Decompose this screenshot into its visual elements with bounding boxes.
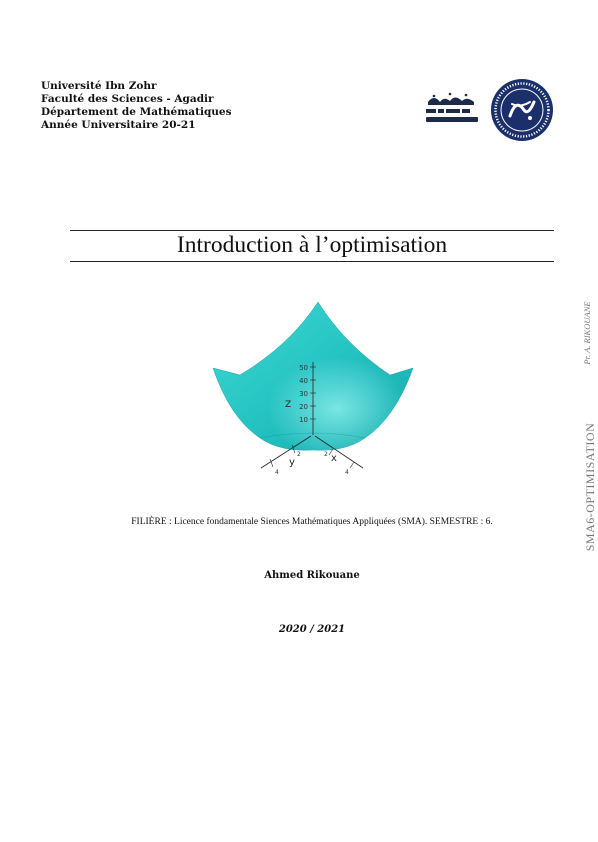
z-tick-label: 10	[299, 416, 308, 424]
z-tick-label: 40	[299, 377, 308, 385]
academic-year-range: 2020 / 2021	[278, 624, 346, 635]
program-info: FILIÈRE : Licence fondamentale Siences Mathématiques Appliquées (SMA). SEMESTRE : 6.	[131, 517, 493, 527]
x-axis-label: x	[331, 453, 337, 464]
faculty-of-sciences-logo	[420, 88, 484, 128]
author-name: Ahmed Rikouane	[264, 570, 360, 581]
department-name: Département de Mathématiques	[41, 106, 232, 118]
z-tick-label: 30	[299, 390, 308, 398]
z-axis-label: Z	[285, 400, 292, 410]
y-tick-label: 2	[297, 451, 301, 458]
z-tick-label: 50	[299, 364, 308, 372]
x-tick-label: 4	[345, 469, 349, 476]
x-tick-label: 2	[324, 451, 328, 458]
academic-year: Année Universitaire 20-21	[41, 119, 196, 131]
side-professor-name: Pr. A. RIKOUANE	[582, 301, 592, 365]
paraboloid-surface-figure	[205, 300, 425, 475]
university-name: Université Ibn Zohr	[41, 80, 157, 92]
side-course-code: SMA6-OPTIMISATION	[583, 422, 597, 552]
page-title: Introduction à l’optimisation	[176, 232, 448, 258]
title-top-rule	[70, 230, 554, 231]
y-axis-label: y	[289, 457, 295, 468]
title-bottom-rule	[70, 261, 554, 262]
institution-header	[41, 80, 232, 132]
z-tick-label: 20	[299, 403, 308, 411]
faculty-name: Faculté des Sciences - Agadir	[41, 93, 214, 105]
y-tick-label: 4	[275, 469, 279, 476]
ibn-zohr-university-seal	[490, 78, 554, 142]
